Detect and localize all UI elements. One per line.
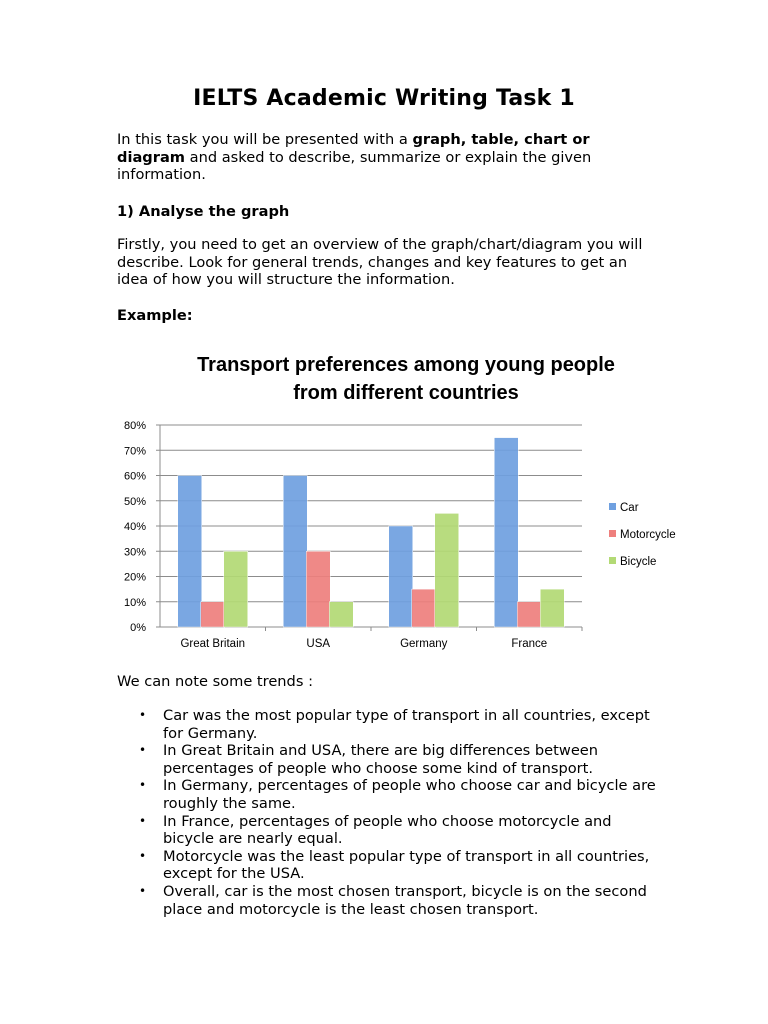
bar-bicycle-great-britain <box>224 551 248 627</box>
bar-bicycle-france <box>540 589 564 627</box>
list-item <box>117 742 657 777</box>
bullet-dot: • <box>139 708 147 722</box>
legend-swatch <box>609 557 616 564</box>
x-tick-label: France <box>511 638 548 650</box>
bar-bicycle-usa <box>329 602 353 627</box>
legend-label: Motorcycle <box>620 529 676 541</box>
y-tick-label: 0% <box>130 622 146 634</box>
trends-intro: We can note some trends : <box>117 673 313 690</box>
legend-label: Bicycle <box>620 556 657 568</box>
list-item <box>117 813 657 848</box>
x-tick-label: USA <box>306 638 331 650</box>
intro-text-bold: graph, table, chart or diagram <box>117 131 590 166</box>
overview-paragraph: Firstly, you need to get an overview of the graph/chart/diagram you will describe. Look for general trends, changes and key features to get an idea of how you will structure the information. <box>117 236 643 288</box>
intro-paragraph <box>117 131 657 184</box>
bullet-dot: • <box>139 778 147 793</box>
legend-swatch <box>609 503 616 510</box>
y-tick-label: 30% <box>123 546 146 559</box>
y-tick-label: 80% <box>123 420 146 432</box>
intro-text-start: In this task you will be presented with a <box>117 131 413 148</box>
bullet-dot: • <box>139 883 147 898</box>
section-heading: 1) Analyse the graph <box>117 203 290 220</box>
bullet-dot: • <box>139 813 147 828</box>
intro-text-end: and asked to describe, summarize or explain the given information. <box>117 148 592 183</box>
bar-motorcycle-great-britain <box>201 602 225 627</box>
y-tick-label: 40% <box>123 521 146 533</box>
chart-title-line: Transport preferences among young people <box>197 354 615 376</box>
y-tick-label: 70% <box>123 445 146 458</box>
bullet-text: Motorcycle was the least popular type of transport in all countries, except for the USA. <box>163 847 650 883</box>
bar-car-great-britain <box>178 476 202 628</box>
trends-list <box>117 707 657 918</box>
bullet-dot: • <box>139 743 147 758</box>
bullet-text: Overall, car is the most chosen transport, bicycle is on the second place and motorcycle is the least chosen transport. <box>163 882 647 918</box>
y-tick-label: 60% <box>123 470 146 483</box>
bullet-text: In France, percentages of people who choose motorcycle and bicycle are nearly equal. <box>163 812 612 848</box>
list-item <box>117 848 657 883</box>
chart-title-line: from different countries <box>293 382 519 404</box>
bullet-dot: • <box>139 848 147 863</box>
legend-swatch <box>609 530 616 537</box>
bar-car-france <box>494 438 518 627</box>
x-tick-label: Great Britain <box>180 638 246 650</box>
bullet-text: In Great Britain and USA, there are big differences between percentages of people who choose some kind of transport. <box>163 742 599 777</box>
bar-motorcycle-germany <box>412 589 436 627</box>
bar-chart <box>110 342 710 662</box>
y-tick-label: 50% <box>123 495 146 508</box>
bullet-text: Car was the most popular type of transport in all countries, except for Germany. <box>163 707 650 742</box>
x-tick-label: Germany <box>400 638 448 650</box>
y-tick-label: 10% <box>123 596 146 609</box>
y-tick-label: 20% <box>123 571 146 584</box>
list-item <box>117 707 657 742</box>
example-label: Example: <box>117 307 193 324</box>
list-item <box>117 777 657 812</box>
bar-car-germany <box>389 526 413 627</box>
bar-car-usa <box>283 476 307 628</box>
bullet-text: In Germany, percentages of people who choose car and bicycle are roughly the same. <box>163 777 656 812</box>
bar-bicycle-germany <box>435 513 459 627</box>
page-title: IELTS Academic Writing Task 1 <box>193 86 575 111</box>
bar-motorcycle-usa <box>306 551 330 627</box>
list-item <box>117 883 657 918</box>
legend-label: Car <box>620 502 639 514</box>
bar-motorcycle-france <box>517 602 541 627</box>
